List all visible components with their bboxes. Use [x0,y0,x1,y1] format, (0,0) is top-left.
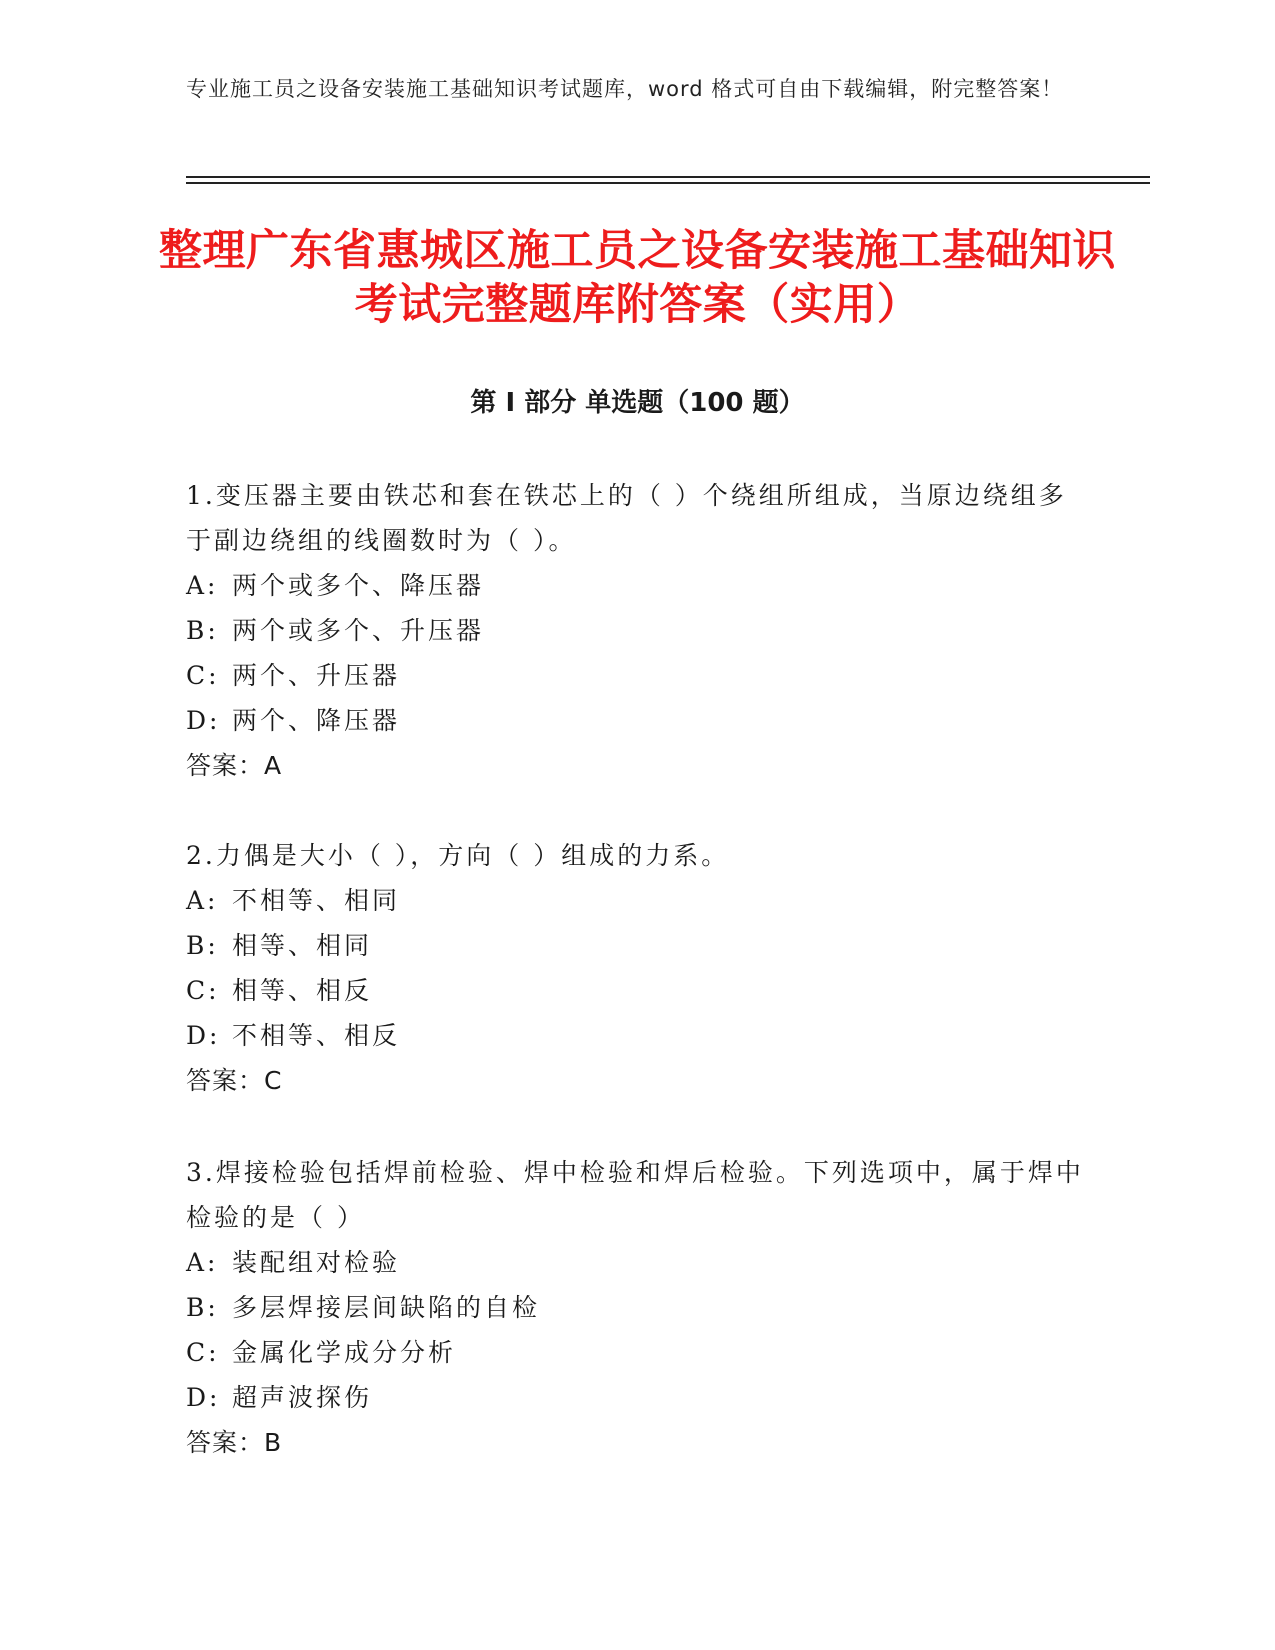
option-key: D: [186,706,221,735]
option-key: D: [186,1383,221,1412]
option-a [186,1240,1086,1285]
option-text: 不相等、相反 [232,1021,401,1050]
option-text: 相等、相同 [232,931,373,960]
question-stem: 2.力偶是大小（ ），方向（ ）组成的力系。 [186,841,730,870]
option-c [186,653,1086,698]
option-d [186,698,1086,743]
option-text: 相等、相反 [232,976,373,1005]
option-c [186,1330,1086,1375]
section-heading: 第 I 部分 单选题（100 题） [470,388,805,418]
question-1 [186,473,1086,788]
question-3 [186,1150,1086,1465]
option-b [186,1285,1086,1330]
option-text: 不相等、相同 [232,886,401,915]
option-text: 多层焊接层间缺陷的自检 [232,1293,541,1322]
header-divider-bottom [186,182,1150,184]
option-b [186,608,1086,653]
header-divider-top [186,176,1150,178]
option-d [186,1375,1086,1420]
option-text: 金属化学成分分析 [232,1338,457,1367]
option-key: A: [186,571,219,600]
option-key: B: [186,1293,219,1322]
question-stem: 3.焊接检验包括焊前检验、焊中检验和焊后检验。下列选项中，属于焊中检验的是（ ） [186,1158,1084,1232]
option-d [186,1013,1086,1058]
question-2 [186,833,1086,1103]
answer-line: 答案：C [186,1066,283,1095]
option-a [186,878,1086,923]
option-c [186,968,1086,1013]
option-key: B: [186,616,219,645]
option-key: A: [186,1248,219,1277]
answer-line: 答案：B [186,1428,283,1457]
option-key: A: [186,886,219,915]
option-text: 两个或多个、降压器 [232,571,485,600]
document-title: 整理广东省惠城区施工员之设备安装施工基础知识考试完整题库附答案（实用） [159,226,1116,330]
option-text: 装配组对检验 [232,1248,401,1277]
option-text: 两个或多个、升压器 [232,616,485,645]
option-key: B: [186,931,219,960]
question-stem: 1.变压器主要由铁芯和套在铁芯上的（ ）个绕组所组成，当原边绕组多于副边绕组的线圈数时为（ ）。 [186,481,1067,555]
option-key: C: [186,1338,220,1367]
header-note: 专业施工员之设备安装施工基础知识考试题库，word 格式可自由下载编辑，附完整答案！ [186,77,1064,101]
option-text: 超声波探伤 [232,1383,373,1412]
option-a [186,563,1086,608]
option-key: C: [186,661,220,690]
option-text: 两个、降压器 [232,706,401,735]
option-text: 两个、升压器 [232,661,401,690]
option-key: D: [186,1021,221,1050]
option-b [186,923,1086,968]
answer-line: 答案：A [186,751,283,780]
option-key: C: [186,976,220,1005]
